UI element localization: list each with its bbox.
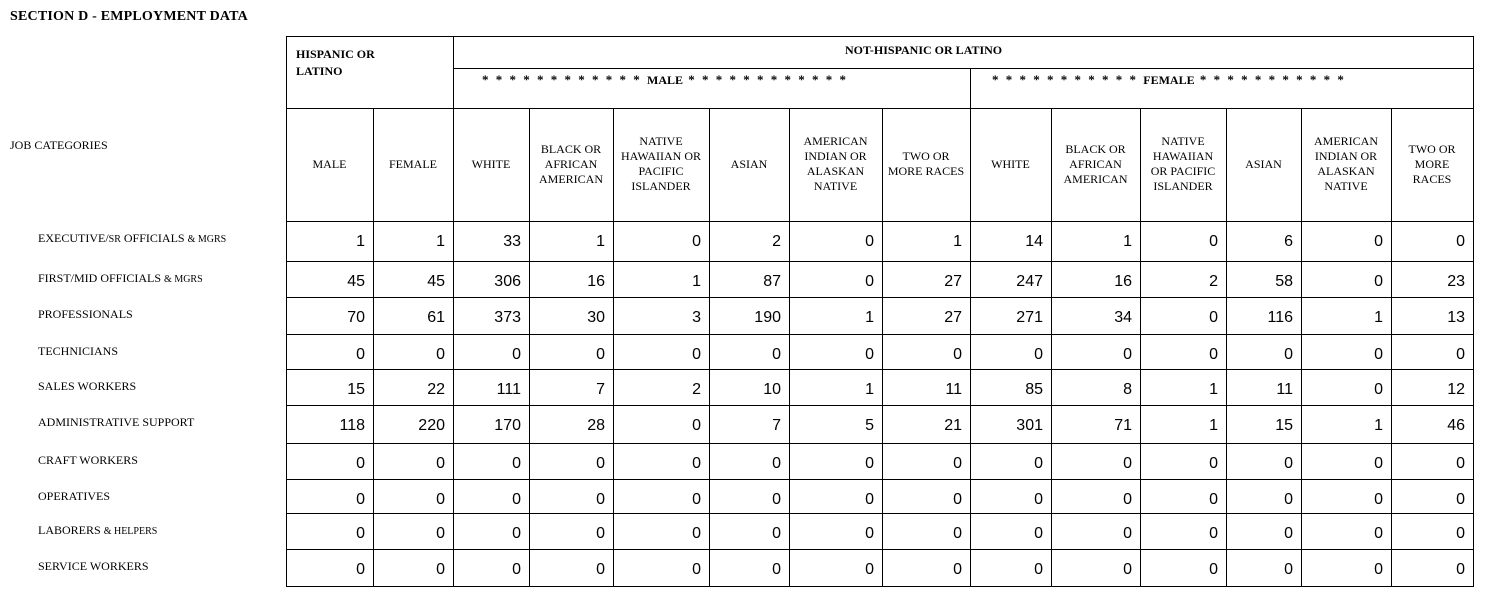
- hispanic-right-border: [453, 36, 454, 587]
- data-cell: 190: [754, 309, 781, 326]
- data-cell: 46: [1447, 417, 1465, 434]
- data-cell: 0: [1374, 455, 1383, 472]
- data-cell: 13: [1447, 309, 1465, 326]
- row-label-part: OFFICIALS: [120, 231, 188, 245]
- data-cell: 16: [587, 273, 605, 290]
- row-label: [38, 231, 226, 246]
- row-label: [38, 379, 136, 394]
- data-cell: 0: [356, 561, 365, 578]
- data-cell: 0: [1209, 491, 1218, 508]
- data-cell: 0: [772, 455, 781, 472]
- data-cell: 15: [347, 381, 365, 398]
- row-label: [38, 559, 149, 574]
- data-cell: 306: [494, 273, 521, 290]
- data-cell: 373: [494, 309, 521, 326]
- data-cell: 0: [1456, 233, 1465, 250]
- data-cell: 0: [1209, 346, 1218, 363]
- row-label-part: ADMINISTRATIVE SUPPORT: [38, 415, 195, 429]
- row-label: [38, 523, 157, 538]
- data-cell: 33: [503, 233, 521, 250]
- data-cell: 1: [1209, 381, 1218, 398]
- data-cell: 0: [1209, 455, 1218, 472]
- data-cell: 21: [944, 417, 962, 434]
- data-cell: 0: [1456, 491, 1465, 508]
- row-divider: [286, 513, 1473, 514]
- data-cell: 28: [587, 417, 605, 434]
- data-cell: 118: [339, 417, 365, 434]
- data-cell: 247: [1016, 273, 1043, 290]
- data-cell: 0: [1284, 561, 1293, 578]
- data-cell: 220: [418, 417, 445, 434]
- row-label-part: CRAFT WORKERS: [38, 453, 138, 467]
- row-label-part: &: [187, 234, 196, 245]
- data-cell: 0: [596, 561, 605, 578]
- column-header: BLACK OR AFRICAN AMERICAN: [1063, 141, 1128, 186]
- data-cell: 0: [953, 455, 962, 472]
- data-cell: 22: [427, 381, 445, 398]
- data-cell: 0: [1034, 455, 1043, 472]
- data-cell: 61: [427, 309, 445, 326]
- data-cell: 0: [436, 561, 445, 578]
- data-cell: 271: [1016, 309, 1043, 326]
- data-cell: 0: [692, 491, 701, 508]
- column-divider: [789, 108, 790, 587]
- data-cell: 15: [1275, 417, 1293, 434]
- data-cell: 0: [1284, 455, 1293, 472]
- job-categories-header: JOB CATEGORIES: [10, 138, 108, 152]
- column-header: TWO OR MORE RACES: [887, 149, 965, 178]
- male-subgroup-header: [482, 72, 848, 88]
- data-cell: 0: [692, 525, 701, 542]
- data-cell: 0: [865, 455, 874, 472]
- data-cell: 0: [356, 525, 365, 542]
- data-cell: 0: [356, 346, 365, 363]
- data-cell: 0: [356, 491, 365, 508]
- data-cell: 0: [865, 561, 874, 578]
- data-cell: 0: [1209, 309, 1218, 326]
- data-cell: 2: [772, 233, 781, 250]
- data-cell: 0: [1374, 525, 1383, 542]
- data-cell: 111: [496, 381, 521, 398]
- data-cell: 0: [1374, 346, 1383, 363]
- data-cell: 6: [1284, 233, 1293, 250]
- column-header: BLACK OR AFRICAN AMERICAN: [538, 141, 603, 186]
- row-divider: [286, 334, 1473, 335]
- data-cell: 85: [1025, 381, 1043, 398]
- male-label: MALE: [647, 73, 683, 87]
- row-label-part: SERVICE WORKERS: [38, 559, 149, 573]
- data-cell: 11: [1276, 381, 1293, 398]
- data-cell: 0: [1284, 491, 1293, 508]
- row-label-part: SR: [108, 234, 121, 245]
- row-label-part: LABORERS: [38, 523, 104, 537]
- male-stars-right: * * * * * * * * * * * *: [688, 72, 848, 87]
- column-header: AMERICAN INDIAN OR ALASKAN NATIVE: [1313, 134, 1378, 193]
- data-cell: 23: [1447, 273, 1465, 290]
- female-subgroup-header: [992, 72, 1346, 88]
- data-cell: 30: [587, 309, 605, 326]
- data-cell: 170: [494, 417, 521, 434]
- subgroup-divider: [453, 68, 1473, 69]
- female-stars-right: * * * * * * * * * * *: [1199, 72, 1346, 87]
- data-cell: 0: [865, 233, 874, 250]
- data-cell: 5: [865, 417, 874, 434]
- row-label-part: OPERATIVES: [38, 489, 111, 503]
- column-divider: [882, 108, 883, 587]
- row-label-part: SALES WORKERS: [38, 379, 137, 393]
- hispanic-group-header: [296, 46, 446, 80]
- column-header: FEMALE: [389, 156, 437, 171]
- column-divider: [373, 108, 374, 587]
- data-cell: 0: [1284, 525, 1293, 542]
- data-cell: 71: [1114, 417, 1132, 434]
- data-cell: 0: [1456, 561, 1465, 578]
- row-divider: [286, 369, 1473, 370]
- column-divider: [1140, 108, 1141, 587]
- data-cell: 0: [596, 455, 605, 472]
- column-header: WHITE: [471, 156, 511, 171]
- data-cell: 0: [1209, 561, 1218, 578]
- data-cell: 0: [596, 346, 605, 363]
- data-cell: 0: [1374, 381, 1383, 398]
- data-cell: 0: [953, 561, 962, 578]
- female-label: FEMALE: [1143, 73, 1195, 87]
- data-cell: 0: [512, 455, 521, 472]
- data-cell: 0: [1034, 561, 1043, 578]
- column-header: WHITE: [991, 156, 1030, 171]
- table-top-border: [286, 36, 1473, 37]
- data-cell: 0: [1209, 525, 1218, 542]
- row-label: [38, 344, 118, 359]
- data-cell: 0: [953, 525, 962, 542]
- data-cell: 1: [356, 233, 365, 250]
- data-cell: 0: [436, 525, 445, 542]
- data-cell: 0: [1374, 273, 1383, 290]
- row-label-part: FIRST/MID OFFICIALS: [38, 271, 165, 285]
- data-cell: 27: [944, 273, 962, 290]
- data-cell: 0: [436, 491, 445, 508]
- data-cell: 2: [692, 381, 701, 398]
- row-divider: [286, 297, 1473, 298]
- hispanic-header-line2: LATINO: [296, 64, 343, 78]
- data-cell: 0: [865, 273, 874, 290]
- data-cell: 0: [596, 525, 605, 542]
- data-cell: 58: [1275, 273, 1293, 290]
- row-label-part: EXECUTIVE/: [38, 231, 109, 245]
- data-cell: 0: [865, 525, 874, 542]
- data-cell: 0: [1034, 346, 1043, 363]
- data-cell: 16: [1114, 273, 1132, 290]
- row-label-part: MGRS: [171, 274, 203, 285]
- data-cell: 0: [772, 346, 781, 363]
- data-cell: 0: [772, 491, 781, 508]
- column-header: TWO OR MORE RACES: [1408, 141, 1456, 186]
- data-cell: 1: [953, 233, 962, 250]
- data-cell: 45: [427, 273, 445, 290]
- column-divider: [1391, 108, 1392, 587]
- header-row-divider: [286, 108, 1473, 109]
- column-divider: [1301, 108, 1302, 587]
- row-label: [38, 453, 138, 468]
- data-cell: 0: [692, 233, 701, 250]
- row-label: [38, 307, 133, 322]
- data-cell: 0: [953, 491, 962, 508]
- data-cell: 7: [772, 417, 781, 434]
- column-divider: [613, 108, 614, 587]
- male-stars-left: * * * * * * * * * * * *: [482, 72, 642, 87]
- data-cell: 0: [772, 525, 781, 542]
- data-cell: 1: [865, 381, 874, 398]
- data-cell: 0: [356, 455, 365, 472]
- hispanic-header-line1: HISPANIC OR: [296, 47, 375, 61]
- data-cell: 0: [1123, 561, 1132, 578]
- row-divider: [286, 479, 1473, 480]
- data-cell: 1: [692, 273, 701, 290]
- not-hispanic-group-header: NOT-HISPANIC OR LATINO: [845, 43, 1003, 57]
- data-cell: 0: [1123, 491, 1132, 508]
- column-divider: [1051, 108, 1052, 587]
- data-cell: 3: [692, 309, 701, 326]
- male-female-divider: [970, 68, 971, 587]
- data-cell: 0: [512, 561, 521, 578]
- data-cell: 12: [1447, 381, 1465, 398]
- data-cell: 0: [1456, 455, 1465, 472]
- row-label-part: TECHNICIANS: [38, 344, 118, 358]
- row-label: [38, 415, 194, 430]
- row-label: [38, 271, 203, 286]
- data-cell: 0: [1456, 525, 1465, 542]
- row-divider: [286, 549, 1473, 550]
- column-header: AMERICAN INDIAN OR ALASKAN NATIVE: [803, 134, 868, 193]
- data-cell: 0: [1123, 525, 1132, 542]
- row-divider: [286, 443, 1473, 444]
- data-cell: 0: [512, 491, 521, 508]
- data-cell: 1: [865, 309, 874, 326]
- data-cell: 0: [436, 346, 445, 363]
- data-cell: 0: [512, 525, 521, 542]
- data-cell: 0: [1456, 346, 1465, 363]
- data-cell: 14: [1025, 233, 1043, 250]
- data-cell: 0: [953, 346, 962, 363]
- data-cell: 0: [1374, 233, 1383, 250]
- data-cell: 0: [692, 455, 701, 472]
- data-cell: 0: [1123, 455, 1132, 472]
- data-cell: 1: [1209, 417, 1218, 434]
- female-stars-left: * * * * * * * * * * *: [992, 72, 1138, 87]
- data-cell: 0: [1374, 491, 1383, 508]
- data-cell: 1: [596, 233, 605, 250]
- data-cell: 0: [596, 491, 605, 508]
- data-cell: 0: [865, 346, 874, 363]
- table-left-border: [286, 36, 287, 587]
- data-cell: 87: [763, 273, 781, 290]
- data-cell: 1: [1374, 417, 1383, 434]
- data-cell: 301: [1016, 417, 1043, 434]
- data-cell: 0: [1123, 346, 1132, 363]
- data-cell: 8: [1123, 381, 1132, 398]
- row-label-part: &: [103, 526, 112, 537]
- data-cell: 1: [436, 233, 445, 250]
- data-cell: 27: [944, 309, 962, 326]
- data-cell: 0: [512, 346, 521, 363]
- data-cell: 1: [1123, 233, 1132, 250]
- row-label-part: MGRS: [195, 234, 227, 245]
- row-label-part: &: [164, 274, 172, 285]
- data-cell: 45: [347, 273, 365, 290]
- data-cell: 0: [692, 417, 701, 434]
- data-cell: 10: [763, 381, 781, 398]
- data-cell: 0: [1209, 233, 1218, 250]
- column-header: NATIVE HAWAIIAN OR PACIFIC ISLANDER: [1150, 134, 1216, 193]
- data-cell: 0: [1374, 561, 1383, 578]
- column-divider: [529, 108, 530, 587]
- data-cell: 116: [1267, 309, 1293, 326]
- column-header: NATIVE HAWAIIAN OR PACIFIC ISLANDER: [620, 134, 702, 193]
- data-cell: 0: [436, 455, 445, 472]
- column-header: ASIAN: [1245, 156, 1282, 171]
- row-label-part: PROFESSIONALS: [38, 307, 133, 321]
- data-top-border: [286, 221, 1473, 222]
- data-cell: 0: [1034, 491, 1043, 508]
- data-cell: 34: [1114, 309, 1132, 326]
- data-cell: 0: [1284, 346, 1293, 363]
- column-divider: [1226, 108, 1227, 587]
- data-cell: 11: [945, 381, 962, 398]
- row-divider: [286, 261, 1473, 262]
- data-cell: 7: [596, 381, 605, 398]
- row-label: [38, 489, 110, 504]
- row-label-part: HELPERS: [111, 526, 158, 537]
- data-cell: 2: [1209, 273, 1218, 290]
- data-cell: 0: [865, 491, 874, 508]
- row-divider: [286, 405, 1473, 406]
- column-header: MALE: [312, 156, 347, 171]
- section-title: SECTION D - EMPLOYMENT DATA: [10, 9, 248, 24]
- data-cell: 0: [692, 346, 701, 363]
- column-divider: [709, 108, 710, 587]
- data-cell: 0: [1034, 525, 1043, 542]
- data-cell: 1: [1374, 309, 1383, 326]
- row-divider: [286, 586, 1473, 587]
- data-cell: 70: [347, 309, 365, 326]
- data-cell: 0: [692, 561, 701, 578]
- column-header: ASIAN: [730, 156, 768, 171]
- table-right-border: [1473, 36, 1474, 587]
- data-cell: 0: [772, 561, 781, 578]
